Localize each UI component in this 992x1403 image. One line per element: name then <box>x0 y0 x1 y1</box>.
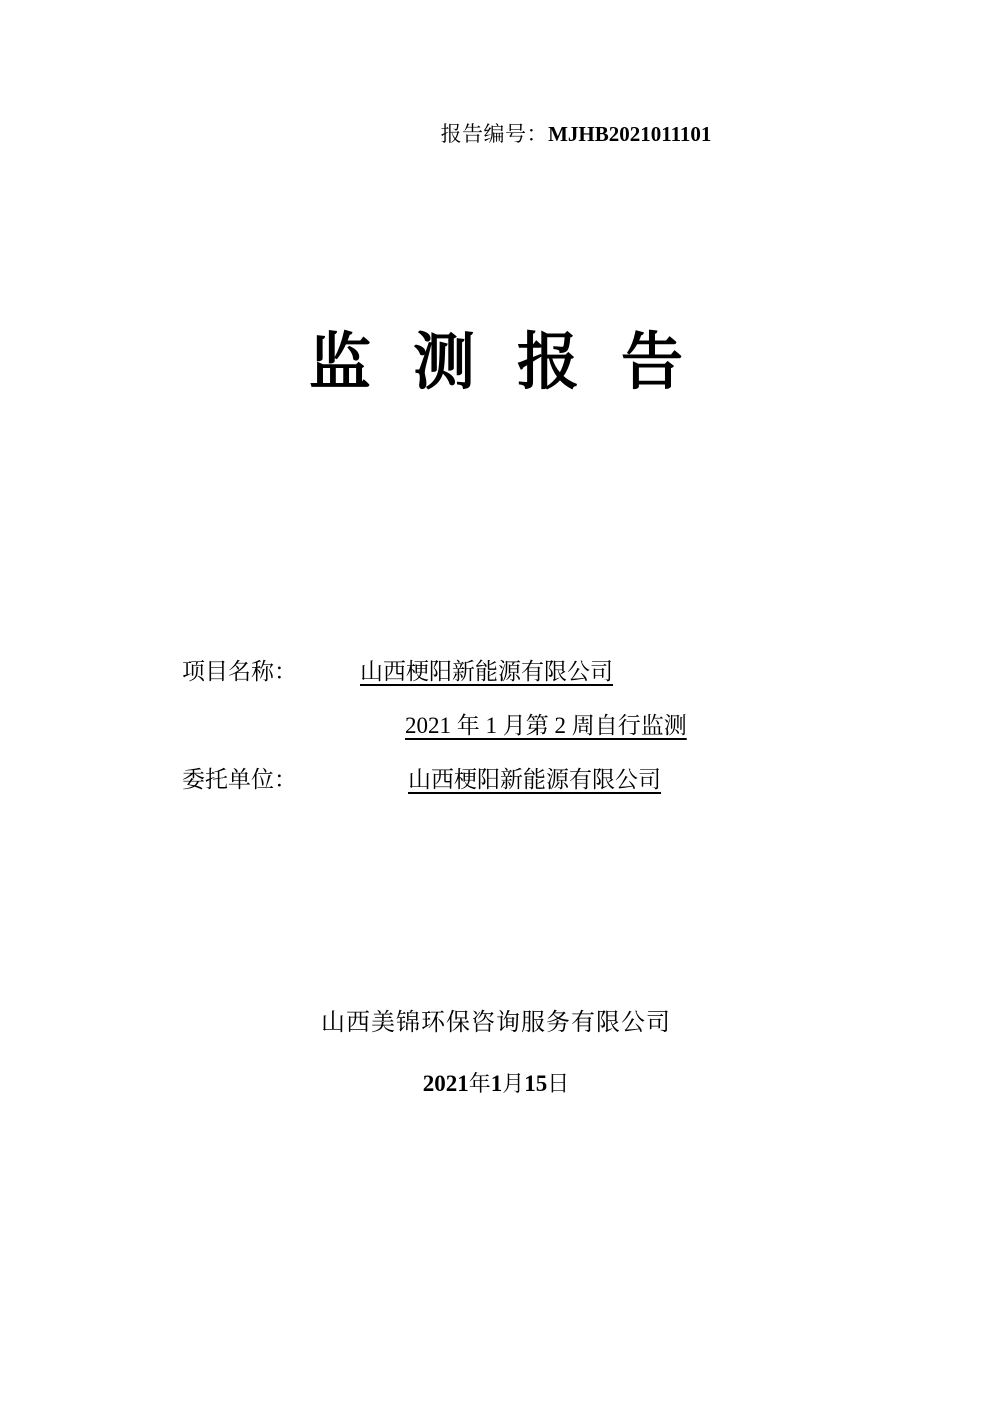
project-info-block <box>0 645 992 807</box>
client-unit-label: 委托单位： <box>182 767 297 792</box>
project-period-value: 2021 年 1 月第 2 周自行监测 <box>405 713 687 738</box>
issue-date-day: 15 <box>524 1071 548 1096</box>
issue-date-month: 1 <box>490 1071 503 1096</box>
report-number-label: 报告编号： <box>440 122 549 146</box>
project-name-label: 项目名称： <box>182 659 297 684</box>
issue-date-day-unit: 日 <box>547 1071 570 1096</box>
issuing-company: 山西美锦环保咨询服务有限公司 <box>321 1010 671 1036</box>
document-footer <box>0 1000 992 1108</box>
info-row <box>0 645 992 699</box>
info-row <box>0 753 992 807</box>
page-title: 监测报告 <box>308 329 725 397</box>
report-number-value: MJHB2021011101 <box>548 122 712 146</box>
info-row <box>0 699 992 753</box>
issue-date-month-unit: 月 <box>502 1071 525 1096</box>
report-number-line <box>0 118 992 148</box>
issue-date <box>0 1060 992 1108</box>
client-unit-value: 山西梗阳新能源有限公司 <box>408 767 661 792</box>
issue-date-year: 2021 <box>422 1071 469 1096</box>
project-name-value: 山西梗阳新能源有限公司 <box>360 659 613 684</box>
issue-date-year-unit: 年 <box>468 1071 491 1096</box>
